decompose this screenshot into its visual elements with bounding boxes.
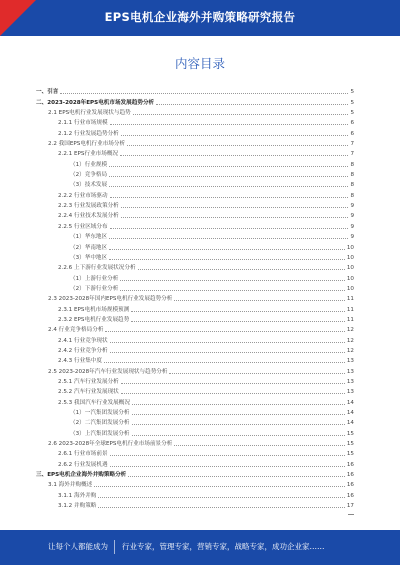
- toc-entry-page: 16: [346, 492, 354, 499]
- toc-entry-label: 2.2.6 上下游行业发展状况分析: [58, 265, 136, 272]
- toc-leader-dots: [128, 476, 345, 477]
- toc-entry-label: 2.5.1 汽车行业发展分析: [58, 378, 119, 385]
- toc-entry-label: （3）上汽集团发展分析: [70, 430, 130, 437]
- toc-leader-dots: [98, 507, 344, 508]
- toc-leader-dots: [133, 114, 349, 115]
- toc-entry-label: 2.2.3 行业发展政策分析: [58, 203, 119, 210]
- toc-leader-dots: [138, 269, 345, 270]
- footer-slogan-right: 行业专家，管理专家，营销专家，战略专家，成功企业家……: [122, 542, 325, 551]
- toc-entry-page: 9: [350, 213, 354, 220]
- toc-leader-dots: [121, 135, 349, 136]
- toc-heading: 内容目录: [174, 56, 225, 71]
- toc-entry-label: 2.2.4 行业技术发展分析: [58, 213, 119, 220]
- toc-entry[interactable]: [36, 231, 354, 241]
- toc-entry[interactable]: [36, 314, 354, 324]
- toc-entry[interactable]: [36, 438, 354, 448]
- toc-leader-dots: [131, 321, 345, 322]
- page-header: [0, 0, 400, 36]
- toc-leader-dots: [109, 186, 348, 187]
- toc-entry-page: 5: [350, 89, 354, 96]
- toc-entry[interactable]: [36, 148, 354, 158]
- toc-entry-page: 11: [346, 316, 354, 323]
- toc-entry-label: （1）上游行业分析: [70, 275, 119, 282]
- footer-divider: [114, 540, 115, 554]
- toc-entry-label: 2.2.5 行业区域分布: [58, 223, 108, 230]
- toc-leader-dots: [110, 352, 345, 353]
- toc-entry[interactable]: [36, 158, 354, 168]
- toc-entry-page: 7: [350, 151, 354, 158]
- toc-entry-page: 12: [346, 347, 354, 354]
- toc-entry-label: 3.1.2 并购策略: [58, 503, 97, 510]
- toc-leader-dots: [174, 300, 345, 301]
- toc-leader-dots: [132, 404, 345, 405]
- toc-entry[interactable]: [36, 427, 354, 437]
- toc-leader-dots: [109, 259, 345, 260]
- toc-entry[interactable]: [36, 127, 354, 137]
- toc-leader-dots: [169, 373, 344, 374]
- toc-entry-page: 16: [346, 482, 354, 489]
- toc-leader-dots: [104, 362, 345, 363]
- toc-entry-page: 8: [350, 182, 354, 189]
- toc-leader-dots: [109, 249, 345, 250]
- toc-entry-page: 11: [346, 306, 354, 313]
- toc-leader-dots: [110, 466, 345, 467]
- page-footer: [0, 530, 400, 565]
- toc-entry[interactable]: [36, 489, 354, 499]
- toc-entry-page: 15: [346, 430, 354, 437]
- toc-entry[interactable]: [36, 138, 354, 148]
- toc-entry-page: 7: [350, 141, 354, 148]
- toc-entry-page: 15: [346, 451, 354, 458]
- toc-entry-label: 2.6.2 行业发展机遇: [58, 461, 108, 468]
- toc-entry[interactable]: [36, 200, 354, 210]
- toc-entry-page: 10: [346, 244, 354, 251]
- toc-leader-dots: [105, 331, 344, 332]
- toc-entry-page: 6: [350, 120, 354, 127]
- toc-entry-label: 一、引言: [36, 89, 59, 96]
- toc-entry-label: （3）华中地区: [70, 254, 108, 261]
- toc-entry-page: 9: [350, 223, 354, 230]
- toc-leader-dots: [121, 393, 345, 394]
- toc-entry-page: 13: [346, 389, 354, 396]
- toc-entry[interactable]: [36, 189, 354, 199]
- toc-entry[interactable]: [36, 407, 354, 417]
- toc-leader-dots: [109, 166, 348, 167]
- toc-entry-label: （1）行业规模: [70, 161, 108, 168]
- toc-entry[interactable]: [36, 293, 354, 303]
- toc-entry-page: 10: [346, 285, 354, 292]
- toc-entry[interactable]: [36, 500, 354, 510]
- toc-leader-dots: [110, 197, 349, 198]
- toc-entry-label: （2）二汽集团发展分析: [70, 420, 130, 427]
- toc-entry[interactable]: [36, 396, 354, 406]
- toc-entry[interactable]: [36, 262, 354, 272]
- toc-entry-page: 5: [350, 110, 354, 117]
- toc-entry-label: 3.1.1 海外并购: [58, 492, 97, 499]
- toc-entry[interactable]: [36, 324, 354, 334]
- toc-entry[interactable]: [36, 86, 354, 96]
- toc-entry-page: 10: [346, 254, 354, 261]
- page-marker: [348, 514, 354, 515]
- toc-entry-label: 2.4.1 行业竞争现状: [58, 337, 108, 344]
- toc-entry-page: 13: [346, 378, 354, 385]
- toc-entry-label: 三、EPS电机企业海外并购策略分析: [36, 472, 127, 479]
- toc-entry-label: 2.4.2 行业竞争分析: [58, 347, 108, 354]
- toc-entry[interactable]: [36, 355, 354, 365]
- toc-leader-dots: [132, 414, 345, 415]
- toc-entry-label: 2.1.2 行业发展趋势分析: [58, 130, 119, 137]
- toc-entry-page: 17: [346, 503, 354, 510]
- toc-entry-label: 2.1.1 行业市场规模: [58, 120, 108, 127]
- toc-entry-label: （1）一汽集团发展分析: [70, 410, 130, 416]
- toc-entry-label: 3.1 海外并购概述: [48, 482, 93, 489]
- toc-leader-dots: [131, 311, 345, 312]
- toc-leader-dots: [120, 290, 345, 291]
- toc-entry[interactable]: [36, 117, 354, 127]
- toc-entry-page: 8: [350, 172, 354, 179]
- toc-leader-dots: [121, 217, 349, 218]
- toc-entry[interactable]: [36, 469, 354, 479]
- toc-leader-dots: [110, 455, 345, 456]
- toc-entry-label: 2.2 我国EPS电机行业市场分析: [48, 141, 126, 148]
- toc-entry-label: （1）华东地区: [70, 234, 108, 241]
- toc-entry-page: 12: [346, 337, 354, 344]
- toc-entry-label: 二、2023-2028年EPS电机市场发展趋势分析: [36, 99, 155, 106]
- toc-entry-page: 6: [350, 130, 354, 137]
- toc-entry[interactable]: [36, 479, 354, 489]
- toc-entry-page: 9: [350, 234, 354, 241]
- toc-entry[interactable]: [36, 365, 354, 375]
- toc-entry-label: 2.5.3 我国汽车行业发展概况: [58, 399, 130, 406]
- toc-leader-dots: [132, 435, 345, 436]
- toc-entry[interactable]: [36, 386, 354, 396]
- toc-entry-label: 2.3 2023-2028年国内EPS电机行业发展趋势分析: [48, 296, 173, 303]
- toc-entry[interactable]: [36, 417, 354, 427]
- toc-leader-dots: [109, 238, 348, 239]
- toc-entry-label: 2.2.1 EPS行业市场概况: [58, 151, 119, 158]
- toc-leader-dots: [60, 93, 348, 94]
- toc-entry-label: （2）华南地区: [70, 244, 108, 251]
- toc-entry-page: 14: [346, 399, 354, 406]
- toc-entry-label: 2.2.2 行业市场驱动: [58, 192, 108, 199]
- toc-leader-dots: [94, 486, 345, 487]
- toc-entry[interactable]: [36, 303, 354, 313]
- toc-entry-label: （3）技术发展: [70, 182, 108, 189]
- toc-entry-page: 8: [350, 161, 354, 168]
- toc-entry-page: 14: [346, 410, 354, 416]
- toc-entry-page: 15: [346, 441, 354, 448]
- toc-entry[interactable]: [36, 107, 354, 117]
- toc-entry[interactable]: [36, 283, 354, 293]
- toc-leader-dots: [120, 280, 345, 281]
- toc-entry[interactable]: [36, 345, 354, 355]
- toc-entry[interactable]: [36, 376, 354, 386]
- toc-entry-label: 2.1 EPS电机行业发展现状与趋势: [48, 110, 131, 117]
- toc-entry[interactable]: [36, 220, 354, 230]
- toc-entry-page: 13: [346, 368, 354, 375]
- toc-leader-dots: [110, 228, 349, 229]
- toc-leader-dots: [174, 445, 345, 446]
- toc-leader-dots: [120, 155, 348, 156]
- toc-entry-label: 2.3.2 EPS电机行业发展趋势: [58, 316, 130, 323]
- toc-entry-label: （2）下游行业分析: [70, 285, 119, 292]
- toc-entry-page: 10: [346, 265, 354, 272]
- toc-entry[interactable]: [36, 210, 354, 220]
- toc-entry[interactable]: [36, 179, 354, 189]
- toc-entry-page: 8: [350, 192, 354, 199]
- toc-entry-page: 10: [346, 275, 354, 282]
- toc-entry-label: 2.3.1 EPS电机市场规模预测: [58, 306, 130, 313]
- toc-entry-label: （2）竞争格局: [70, 172, 108, 179]
- toc-entry[interactable]: [36, 241, 354, 251]
- toc-entry-page: 16: [346, 461, 354, 468]
- toc-entry-page: 14: [346, 420, 354, 427]
- toc-entry[interactable]: [36, 448, 354, 458]
- toc-entry-label: 2.5 2023-2028年汽车行业发展现状与趋势分析: [48, 368, 168, 375]
- toc-entry-page: 5: [350, 99, 354, 106]
- toc-leader-dots: [156, 104, 348, 105]
- toc-entry-page: 11: [346, 296, 354, 303]
- toc-entry[interactable]: [36, 252, 354, 262]
- footer-slogan-left: 让每个人都能成为: [48, 542, 108, 551]
- table-of-contents: [36, 86, 354, 510]
- toc-leader-dots: [98, 497, 344, 498]
- toc-leader-dots: [109, 176, 348, 177]
- toc-leader-dots: [132, 424, 345, 425]
- toc-entry-page: 16: [346, 472, 354, 479]
- toc-entry[interactable]: [36, 458, 354, 468]
- toc-entry[interactable]: [36, 334, 354, 344]
- toc-entry-page: 13: [346, 358, 354, 365]
- toc-leader-dots: [127, 145, 348, 146]
- toc-leader-dots: [110, 124, 349, 125]
- toc-entry-page: 12: [346, 327, 354, 334]
- toc-entry-label: 2.5.2 汽车行业发展现状: [58, 389, 119, 396]
- toc-entry-label: 2.6.1 行业市场前景: [58, 451, 108, 458]
- toc-leader-dots: [110, 342, 345, 343]
- toc-leader-dots: [121, 383, 345, 384]
- report-title: EPS电机企业海外并购策略研究报告: [104, 10, 296, 24]
- toc-entry[interactable]: [36, 169, 354, 179]
- toc-entry[interactable]: [36, 96, 354, 106]
- toc-entry-label: 2.6 2023-2028年全球EPS电机行业市场前景分析: [48, 441, 173, 448]
- toc-entry-label: 2.4 行业竞争格局分析: [48, 327, 104, 334]
- toc-entry-label: 2.4.3 行业集中度: [58, 358, 102, 365]
- toc-entry-page: 9: [350, 203, 354, 210]
- toc-entry[interactable]: [36, 272, 354, 282]
- toc-leader-dots: [121, 207, 349, 208]
